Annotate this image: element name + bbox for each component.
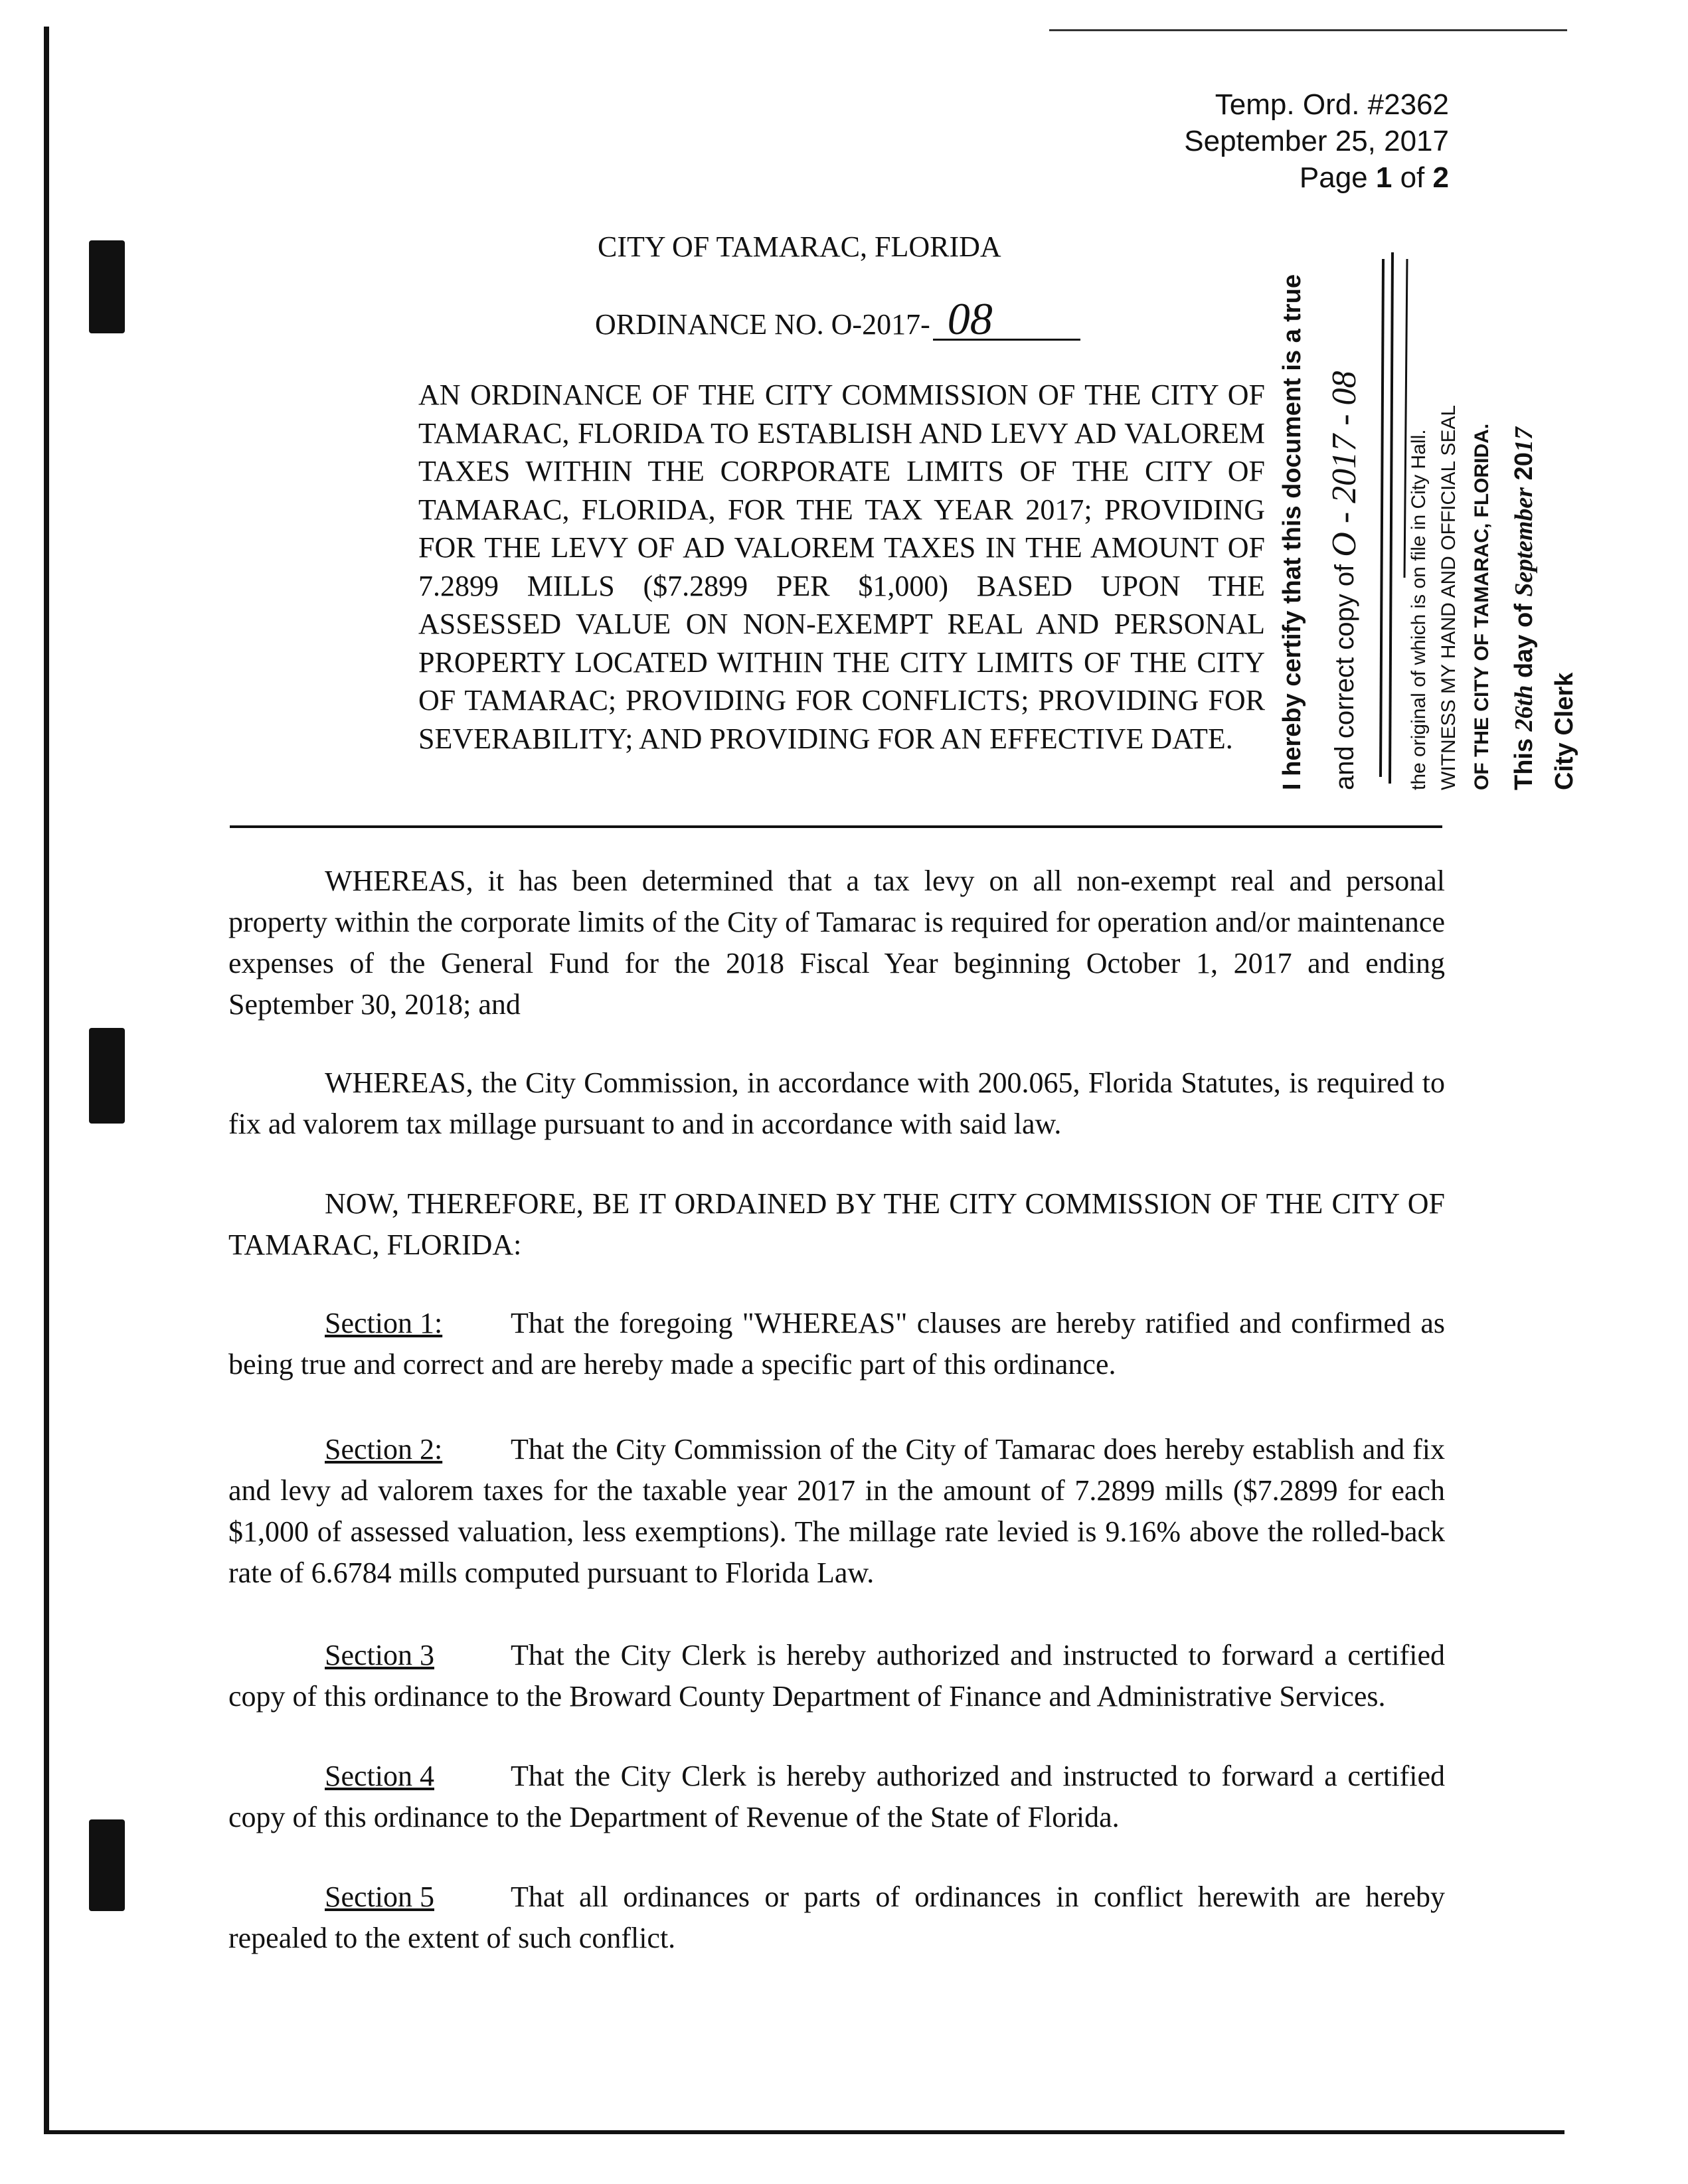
ordinance-caption: AN ORDINANCE OF THE CITY COMMISSION OF THE CITY OF TAMARAC, FLORIDA TO ESTABLISH AND LEVY AD VALOREM TAXES WITHIN THE CORPORATE LIMITS OF THE CITY OF TAMARAC, FLORIDA, FOR THE TAX YEAR 2017; PROVIDING FOR THE LEVY OF AD VALOREM TAXES IN THE AMOUNT OF 7.2899 MILLS ($7.2899 PER $1,000) BASED UPON THE ASSESSED VALUE ON NON-EXEMPT REAL AND PERSONAL PROPERTY LOCATED WITHIN THE CITY LIMITS OF THE CITY OF TAMARAC; PROVIDING FOR CONFLICTS; PROVIDING FOR SEVERABILITY; AND PROVIDING FOR AN EFFECTIVE DATE.: [418, 378, 1265, 755]
page-mid: of: [1392, 161, 1433, 194]
caption-divider: [230, 825, 1442, 828]
stamp-copy-text: and correct copy of: [1330, 564, 1359, 790]
section-1-label: Section 1:: [325, 1307, 443, 1339]
section-2-label: Section 2:: [325, 1433, 443, 1466]
stamp-day-of: day of: [1510, 604, 1538, 679]
scan-bottom-edge: [44, 2130, 1564, 2134]
page-total: 2: [1432, 161, 1449, 194]
whereas-paragraph-2: WHEREAS, the City Commission, in accordance with 200.065, Florida Statutes, is required to fix ad valorem tax millage pursuant to and in accordance with said law.: [228, 1066, 1445, 1140]
section-5-text: That all ordinances or parts of ordinances in conflict herewith are hereby repealed to the extent of such conflict.: [228, 1881, 1445, 1954]
stamp-certify-line: I hereby certify that this document is a true: [1278, 274, 1306, 790]
stamp-day: 26th: [1510, 685, 1538, 732]
binder-hole-mark: [89, 1819, 125, 1911]
binder-hole-mark: [89, 1028, 125, 1124]
section-4-text: That the City Clerk is hereby authorized and instructed to forward a certified copy of this ordinance to the Department of Revenue of the State of Florida.: [228, 1760, 1445, 1833]
document-header: [1184, 86, 1449, 196]
city-heading: CITY OF TAMARAC, FLORIDA: [598, 230, 1001, 263]
stamp-year-prefix: 20: [1510, 452, 1538, 481]
ordinance-label: ORDINANCE NO. O-2017-: [595, 308, 930, 341]
section-5-label: Section 5: [325, 1881, 434, 1913]
ordinance-number-line: [595, 294, 1080, 344]
stamp-month: September: [1510, 487, 1538, 597]
stamp-clerk-title: City Clerk: [1551, 672, 1578, 790]
binder-hole-mark: [89, 240, 125, 333]
stamp-handwritten-ordinance: O - 2017 - 08: [1325, 371, 1363, 557]
stamp-original-line: the original of which is on file in City Hall.: [1408, 429, 1430, 790]
section-4: [228, 1756, 1445, 1838]
temp-ord-number: Temp. Ord. #2362: [1215, 88, 1449, 121]
section-3: [228, 1635, 1445, 1717]
whereas-paragraph-1: WHEREAS, it has been determined that a tax levy on all non-exempt real and personal property within the corporate limits of the City of Tamarac is required for operation and/or maintenance expenses of the General Fund for the 2018 Fiscal Year beginning October 1, 2017 and ending September 30, 2018; and: [228, 865, 1445, 1021]
stamp-copy-line: [1325, 252, 1364, 790]
section-5: [228, 1877, 1445, 1959]
page-indicator: [1184, 159, 1449, 196]
now-therefore-paragraph: NOW, THEREFORE, BE IT ORDAINED BY THE CITY COMMISSION OF THE CITY OF TAMARAC, FLORIDA:: [228, 1187, 1445, 1261]
stamp-year: 17: [1510, 427, 1538, 453]
stamp-city-line: OF THE CITY OF TAMARAC, FLORIDA.: [1471, 423, 1493, 790]
section-4-label: Section 4: [325, 1760, 434, 1792]
section-3-label: Section 3: [325, 1639, 434, 1671]
section-2-text: That the City Commission of the City of Tamarac does hereby establish and fix and levy ad valorem taxes for the taxable year 2017 in the amount of 7.2899 mills ($7.2899 for each $1,000 of assessed valuation, less exemptions). The millage rate levied is 9.16% above the rolled-back rate of 6.6784 mills computed pursuant to Florida Law.: [228, 1433, 1445, 1589]
section-3-text: That the City Clerk is hereby authorized and instructed to forward a certified copy of this ordinance to the Broward County Department of Finance and Administrative Services.: [228, 1639, 1445, 1713]
stamp-date-line: [1509, 232, 1539, 790]
stamp-witness-line: WITNESS MY HAND AND OFFICIAL SEAL: [1438, 404, 1460, 790]
certification-stamp: [1272, 226, 1584, 790]
scan-top-edge: [1049, 29, 1567, 31]
section-1-text: That the foregoing "WHEREAS" clauses are hereby ratified and confirmed as being true and correct and are hereby made a specific part of this ordinance.: [228, 1307, 1445, 1381]
header-date: September 25, 2017: [1184, 125, 1449, 157]
section-2: [228, 1429, 1445, 1594]
page-prefix: Page: [1299, 161, 1376, 194]
scan-left-edge: [44, 27, 49, 2132]
ordinance-number-handwritten: 08: [933, 299, 1080, 341]
section-1: [228, 1303, 1445, 1385]
stamp-this-label: This: [1510, 738, 1538, 790]
page-current: 1: [1375, 161, 1393, 194]
